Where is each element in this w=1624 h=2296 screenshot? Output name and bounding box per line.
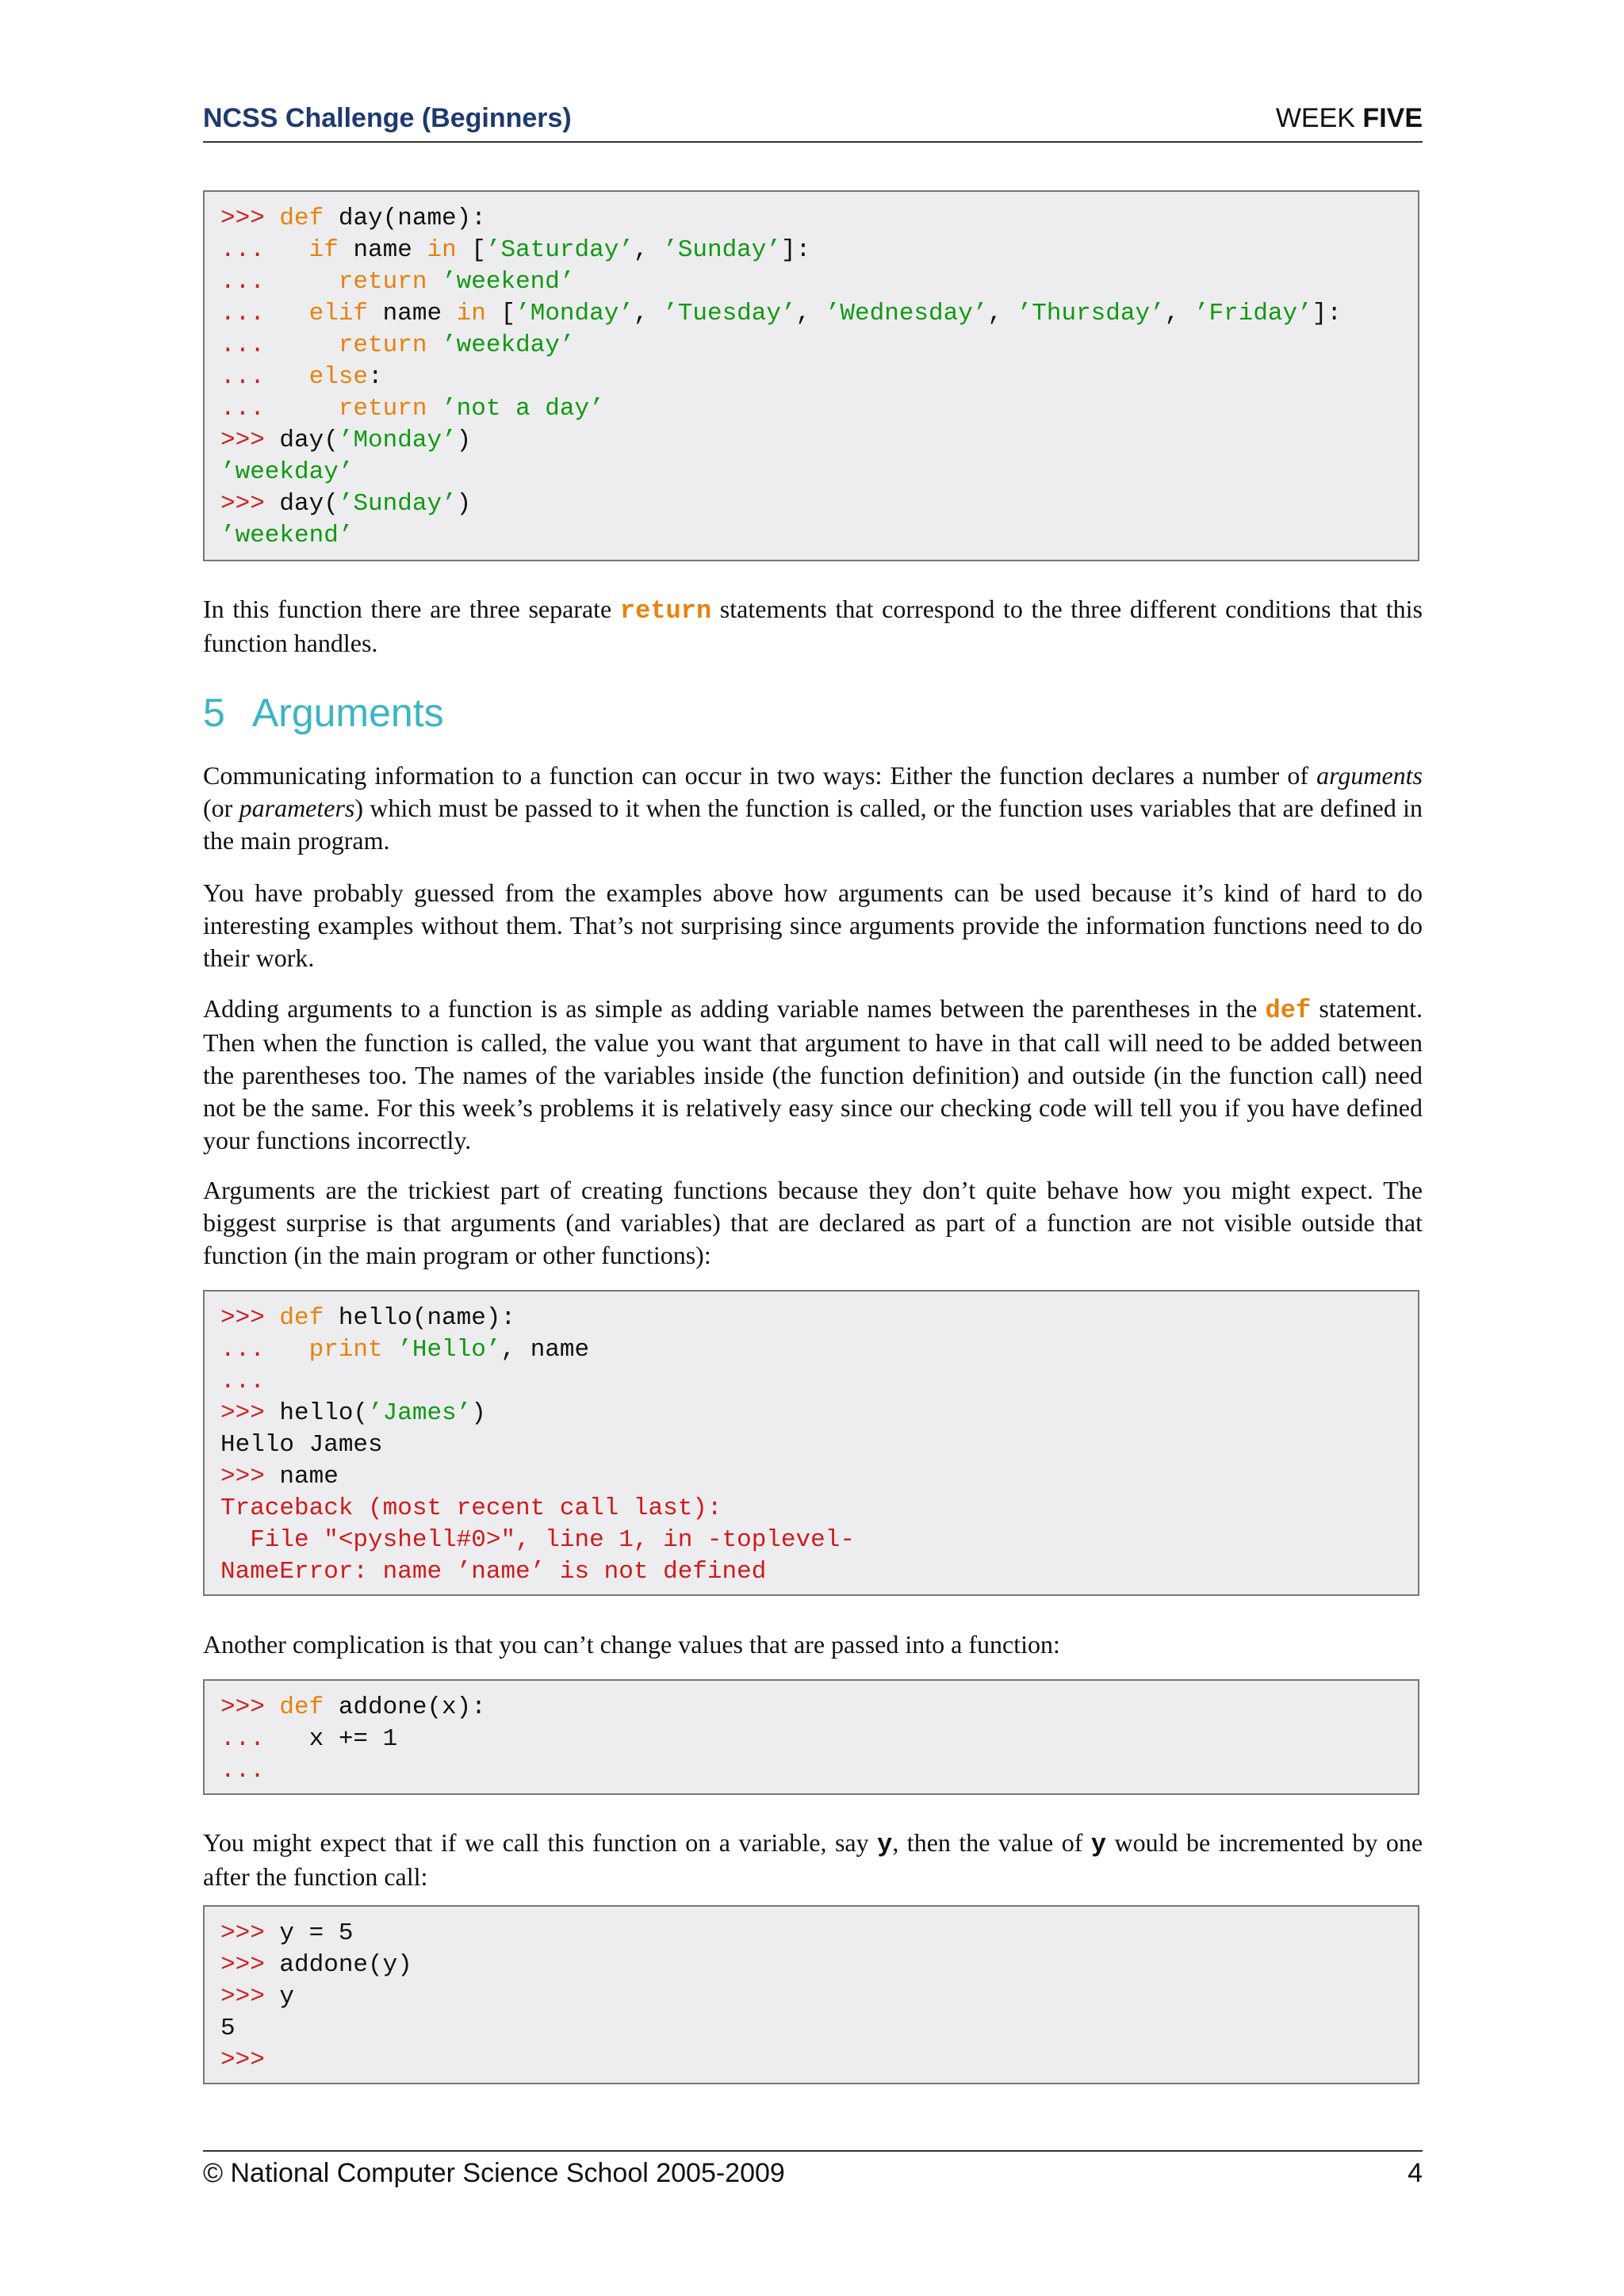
- code-block-day: [203, 190, 1419, 561]
- code-prompt: >>>: [220, 427, 280, 454]
- code-line: [220, 1303, 1402, 1334]
- footer-rule: [203, 2150, 1423, 2152]
- code-line: [220, 1334, 1402, 1366]
- code-line: [220, 1692, 1402, 1724]
- code-error: Traceback (most recent call last):: [220, 1494, 722, 1522]
- code-text: ]:: [780, 236, 811, 264]
- paragraph-return-statements: [203, 593, 1423, 660]
- code-line: [220, 1918, 1402, 1950]
- code-text: :: [368, 363, 383, 391]
- text: ) which must be passed to it when the function is called, or the function uses variables that are defined in the main program.: [203, 794, 1423, 855]
- code-string: ’Hello’: [397, 1336, 501, 1364]
- code-text: day(: [279, 490, 339, 518]
- code-prompt: >>>: [220, 2046, 265, 2074]
- code-prompt: >>>: [220, 205, 280, 232]
- paragraph-guessed: You have probably guessed from the examples above how arguments can be used because it’s kind of hard to do interesting examples without them. That’s not surprising since arguments provide the information functions need to do their work.: [203, 878, 1423, 972]
- section-number: 5: [203, 691, 225, 735]
- text: (or: [203, 794, 239, 822]
- code-text: ]:: [1312, 300, 1342, 327]
- paragraph-complication: Another complication is that you can’t change values that are passed into a function:: [203, 1630, 1060, 1659]
- text: statement. Then when the function is called, the value you want that argument to have in that call will need to be added between the parentheses too. The names of the variables inside (the function definition) and outside (in the function call) need not be the same. For this week’s problems it is relatively easy since our checking code will tell you if you have defined your functions incorrectly.: [203, 994, 1423, 1154]
- code-line: [220, 488, 1402, 520]
- code-prompt: >>>: [220, 1399, 280, 1427]
- code-line: [220, 203, 1402, 235]
- code-line: [220, 1724, 1402, 1755]
- code-string: ’Friday’: [1193, 300, 1312, 327]
- code-string: ’not a day’: [442, 395, 604, 423]
- code-text: y: [279, 1983, 295, 2011]
- code-text: day(: [279, 427, 339, 454]
- code-text: ,: [1164, 300, 1194, 327]
- code-keyword: def: [279, 1693, 324, 1721]
- code-line: [220, 393, 1402, 425]
- code-line: [220, 1950, 1402, 1981]
- code-prompt: ...: [220, 268, 339, 296]
- code-string: ’Wednesday’: [825, 300, 988, 327]
- code-line: [220, 520, 1402, 552]
- code-text: ): [456, 490, 472, 518]
- code-line: [220, 1429, 1402, 1461]
- code-text: [427, 395, 442, 423]
- code-text: [: [485, 300, 516, 327]
- code-line: [220, 298, 1402, 330]
- code-text: addone(x):: [324, 1693, 486, 1721]
- code-string: ’Monday’: [338, 427, 457, 454]
- code-string: ’Tuesday’: [663, 300, 796, 327]
- footer-copyright: © National Computer Science School 2005-2009: [203, 2158, 785, 2188]
- code-line: [220, 1525, 1402, 1556]
- code-string: ’Thursday’: [1017, 300, 1165, 327]
- code-line: [220, 362, 1402, 393]
- code-prompt: ...: [220, 331, 339, 359]
- code-line: [220, 1366, 1402, 1398]
- code-text: name: [279, 1463, 339, 1490]
- code-text: Hello James: [220, 1431, 383, 1459]
- inline-keyword-def: def: [1265, 996, 1312, 1025]
- code-line: [220, 2013, 1402, 2045]
- text: would be incremented by one after the function call:: [203, 1828, 1423, 1891]
- code-string: ’Sunday’: [663, 236, 781, 264]
- code-line: [220, 330, 1402, 362]
- section-heading: [203, 690, 444, 736]
- code-prompt: ...: [220, 395, 339, 423]
- paragraph-trickiest: Arguments are the trickiest part of creating functions because they don’t quite behave how you might expect. The biggest surprise is that arguments (and variables) that are declared as part of a function are not visible outside that function (in the main program or other functions):: [203, 1176, 1423, 1269]
- code-prompt: >>>: [220, 1983, 280, 2011]
- code-line: [220, 1755, 1402, 1787]
- code-string: ’weekend’: [220, 522, 354, 549]
- page-number: 4: [1408, 2158, 1423, 2188]
- code-keyword: return: [338, 268, 427, 296]
- code-line: [220, 1398, 1402, 1429]
- code-keyword: else: [308, 363, 369, 391]
- code-line: [220, 1461, 1402, 1493]
- code-prompt: ...: [220, 1725, 309, 1753]
- code-prompt: >>>: [220, 1304, 280, 1332]
- code-text: [: [456, 236, 486, 264]
- inline-keyword-return: return: [619, 596, 712, 626]
- code-line: [220, 1493, 1402, 1525]
- code-string: ’Saturday’: [485, 236, 634, 264]
- code-prompt: >>>: [220, 1693, 280, 1721]
- code-prompt: ...: [220, 1336, 309, 1364]
- header-title: NCSS Challenge (Beginners): [203, 103, 572, 133]
- code-keyword: in: [456, 300, 486, 327]
- code-prompt: ...: [220, 300, 309, 327]
- code-line: [220, 266, 1402, 298]
- code-text: ,: [633, 236, 664, 264]
- code-string: ’Monday’: [515, 300, 634, 327]
- paragraph-expect: [203, 1827, 1423, 1893]
- code-block-increment: [203, 1905, 1419, 2084]
- code-text: name: [338, 236, 427, 264]
- code-keyword: in: [427, 236, 457, 264]
- header-week-number: FIVE: [1362, 103, 1423, 133]
- code-text: [427, 331, 442, 359]
- code-prompt: >>>: [220, 1463, 280, 1490]
- code-text: 5: [220, 2015, 236, 2042]
- code-line: [220, 425, 1402, 457]
- inline-code-y: y: [1090, 1830, 1107, 1859]
- code-prompt: >>>: [220, 1919, 280, 1947]
- code-text: hello(name):: [324, 1304, 516, 1332]
- code-keyword: return: [338, 331, 427, 359]
- text: statements that correspond to the three different conditions that this function handles.: [203, 595, 1423, 657]
- text: , then the value of: [892, 1828, 1091, 1857]
- code-string: ’weekday’: [220, 458, 354, 486]
- paragraph-communicating: [203, 760, 1423, 857]
- code-error: NameError: name ’name’ is not defined: [220, 1558, 767, 1586]
- code-text: ,: [795, 300, 825, 327]
- code-text: x += 1: [308, 1725, 398, 1753]
- code-text: day(name):: [324, 205, 486, 232]
- code-line: [220, 1981, 1402, 2013]
- code-text: hello(: [279, 1399, 369, 1427]
- code-text: name: [368, 300, 457, 327]
- text: In this function there are three separate: [203, 595, 620, 623]
- section-title: Arguments: [251, 691, 444, 735]
- code-keyword: return: [338, 395, 427, 423]
- italic-parameters: parameters: [239, 794, 355, 822]
- italic-arguments: arguments: [1316, 761, 1423, 790]
- code-string: ’James’: [368, 1399, 472, 1427]
- code-block-addone: [203, 1679, 1419, 1795]
- code-prompt: ...: [220, 1757, 265, 1785]
- code-keyword: elif: [308, 300, 369, 327]
- code-block-hello: [203, 1290, 1419, 1596]
- code-prompt: ...: [220, 236, 309, 264]
- header-week-prefix: WEEK: [1275, 103, 1355, 133]
- code-text: , name: [500, 1336, 590, 1364]
- code-prompt: >>>: [220, 490, 280, 518]
- text: You might expect that if we call this function on a variable, say: [203, 1828, 878, 1857]
- code-text: [383, 1336, 398, 1364]
- header-rule: [203, 141, 1423, 143]
- page-header: [203, 103, 1423, 134]
- code-line: [220, 1556, 1402, 1588]
- code-line: [220, 235, 1402, 266]
- text: Adding arguments to a function is as simple as adding variable names between the parentheses in the: [203, 994, 1266, 1023]
- code-keyword: print: [308, 1336, 383, 1364]
- code-line: [220, 2045, 1402, 2076]
- code-text: ): [471, 1399, 486, 1427]
- code-keyword: if: [308, 236, 339, 264]
- code-text: addone(y): [279, 1951, 412, 1979]
- code-string: ’weekday’: [442, 331, 575, 359]
- code-error: File "<pyshell#0>", line 1, in -toplevel-: [220, 1526, 855, 1554]
- code-text: ,: [987, 300, 1017, 327]
- page-footer: [203, 2158, 1423, 2189]
- code-text: y = 5: [279, 1919, 354, 1947]
- code-prompt: ...: [220, 1368, 265, 1395]
- text: Communicating information to a function can occur in two ways: Either the function declares a number of: [203, 761, 1317, 790]
- code-string: ’weekend’: [442, 268, 575, 296]
- code-keyword: def: [279, 1304, 324, 1332]
- code-prompt: ...: [220, 363, 309, 391]
- code-text: [427, 268, 442, 296]
- code-keyword: def: [279, 205, 324, 232]
- header-week: [1276, 103, 1423, 134]
- code-text: ,: [633, 300, 664, 327]
- code-text: ): [456, 427, 472, 454]
- paragraph-adding-arguments: [203, 993, 1423, 1157]
- code-string: ’Sunday’: [338, 490, 457, 518]
- code-line: [220, 457, 1402, 488]
- code-prompt: >>>: [220, 1951, 280, 1979]
- inline-code-y: y: [877, 1830, 893, 1859]
